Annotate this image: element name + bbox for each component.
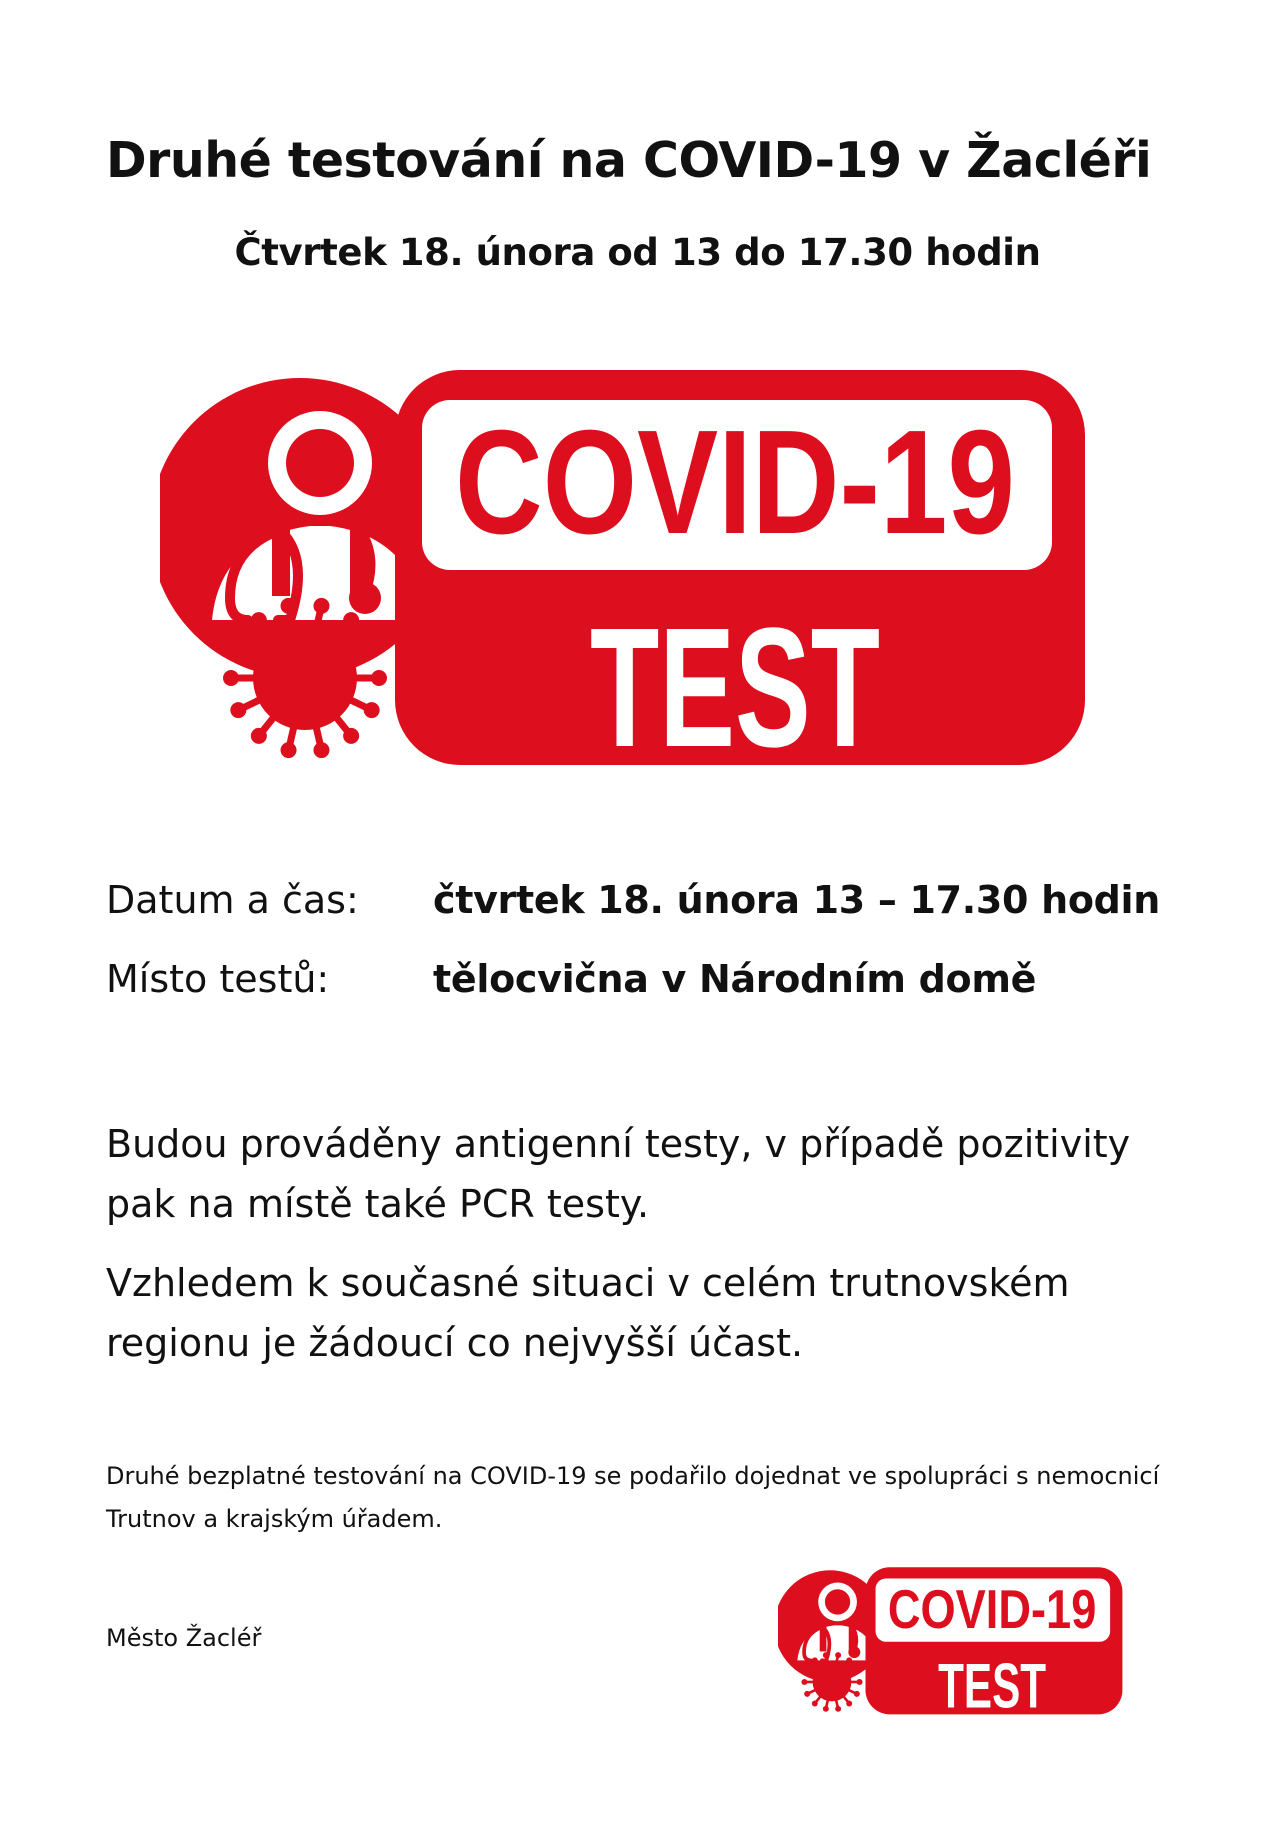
covid-test-label xyxy=(866,1567,1123,1720)
date-label: Datum a čas: xyxy=(106,878,359,922)
date-row xyxy=(106,878,1160,922)
logo-line-2: TEST xyxy=(938,1651,1047,1720)
logo-line-1: COVID-19 xyxy=(887,1577,1097,1640)
place-row xyxy=(106,957,1036,1001)
place-label: Místo testů: xyxy=(106,957,330,1001)
covid-test-label xyxy=(395,370,1085,778)
cooperation-note: Druhé bezplatné testování na COVID-19 se podařilo dojednat ve spolupráci s nemocnicí Trutnov a krajským úřadem. xyxy=(106,1462,1160,1533)
paragraph-attendance: Vzhledem k současné situaci v celém trutnovském regionu je žádoucí co nejvyšší účast. xyxy=(106,1261,1070,1365)
signature: Město Žacléř xyxy=(106,1624,262,1652)
logo-line-2: TEST xyxy=(590,593,880,778)
date-value: čtvrtek 18. února 13 – 17.30 hodin xyxy=(433,878,1161,922)
covid-test-logo xyxy=(160,358,1100,778)
place-value: tělocvična v Národním domě xyxy=(433,957,1037,1001)
logo-line-1: COVID-19 xyxy=(455,400,1015,565)
page-subtitle: Čtvrtek 18. února od 13 do 17.30 hodin xyxy=(234,231,1041,274)
paragraph-tests: Budou prováděny antigenní testy, v případě pozitivity pak na místě také PCR testy. xyxy=(106,1122,1131,1226)
covid-test-logo-small xyxy=(778,1562,1128,1720)
page-title: Druhé testování na COVID-19 v Žacléři xyxy=(106,132,1152,189)
